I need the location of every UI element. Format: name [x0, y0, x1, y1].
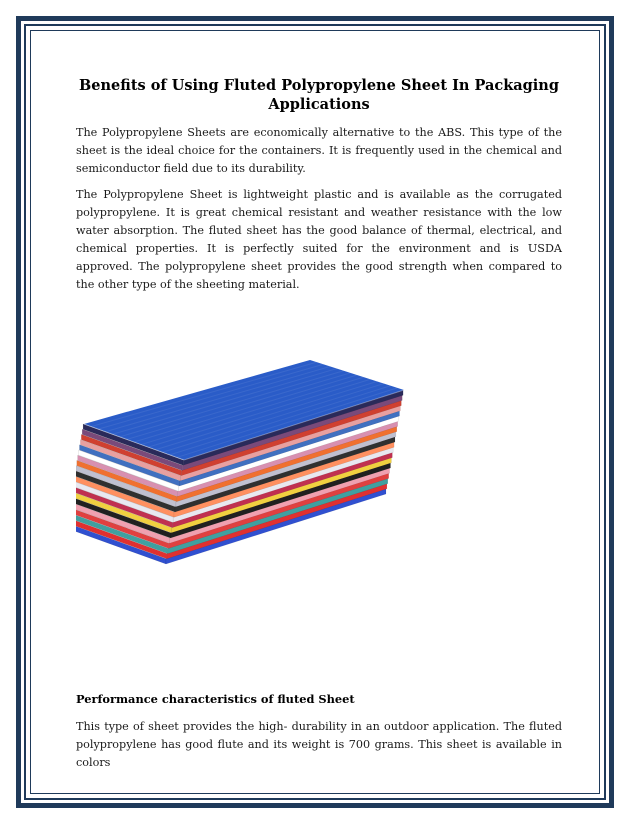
stacked-sheets-image — [76, 302, 562, 690]
document-body — [76, 76, 562, 780]
paragraph-properties: The Polypropylene Sheet is lightweight plastic and is available as the corrugated polypropylene. It is great chemical resistant and weather resistance with the low water absorption. The fluted sheet has the good balance of thermal, electrical, and chemical properties. It is perfectly suited for the environment and is USDA approved. The polypropylene sheet provides the good strength when compared to the other type of the sheeting material. — [76, 188, 562, 291]
paragraph-intro: The Polypropylene Sheets are economically alternative to the ABS. This type of the sheet is the ideal choice for the containers. It is frequently used in the chemical and semiconductor field due to its durability. — [76, 126, 562, 175]
document-title: Benefits of Using Fluted Polypropylene Sheet In Packaging Applications — [79, 77, 559, 113]
stacked-colored-sheets-image — [76, 302, 562, 690]
section-paragraph: This type of sheet provides the high- durability in an outdoor application. The fluted polypropylene has good flute and its weight is 700 grams. This sheet is available in colors — [76, 720, 562, 769]
section-heading: Performance characteristics of fluted Sheet — [76, 692, 355, 706]
